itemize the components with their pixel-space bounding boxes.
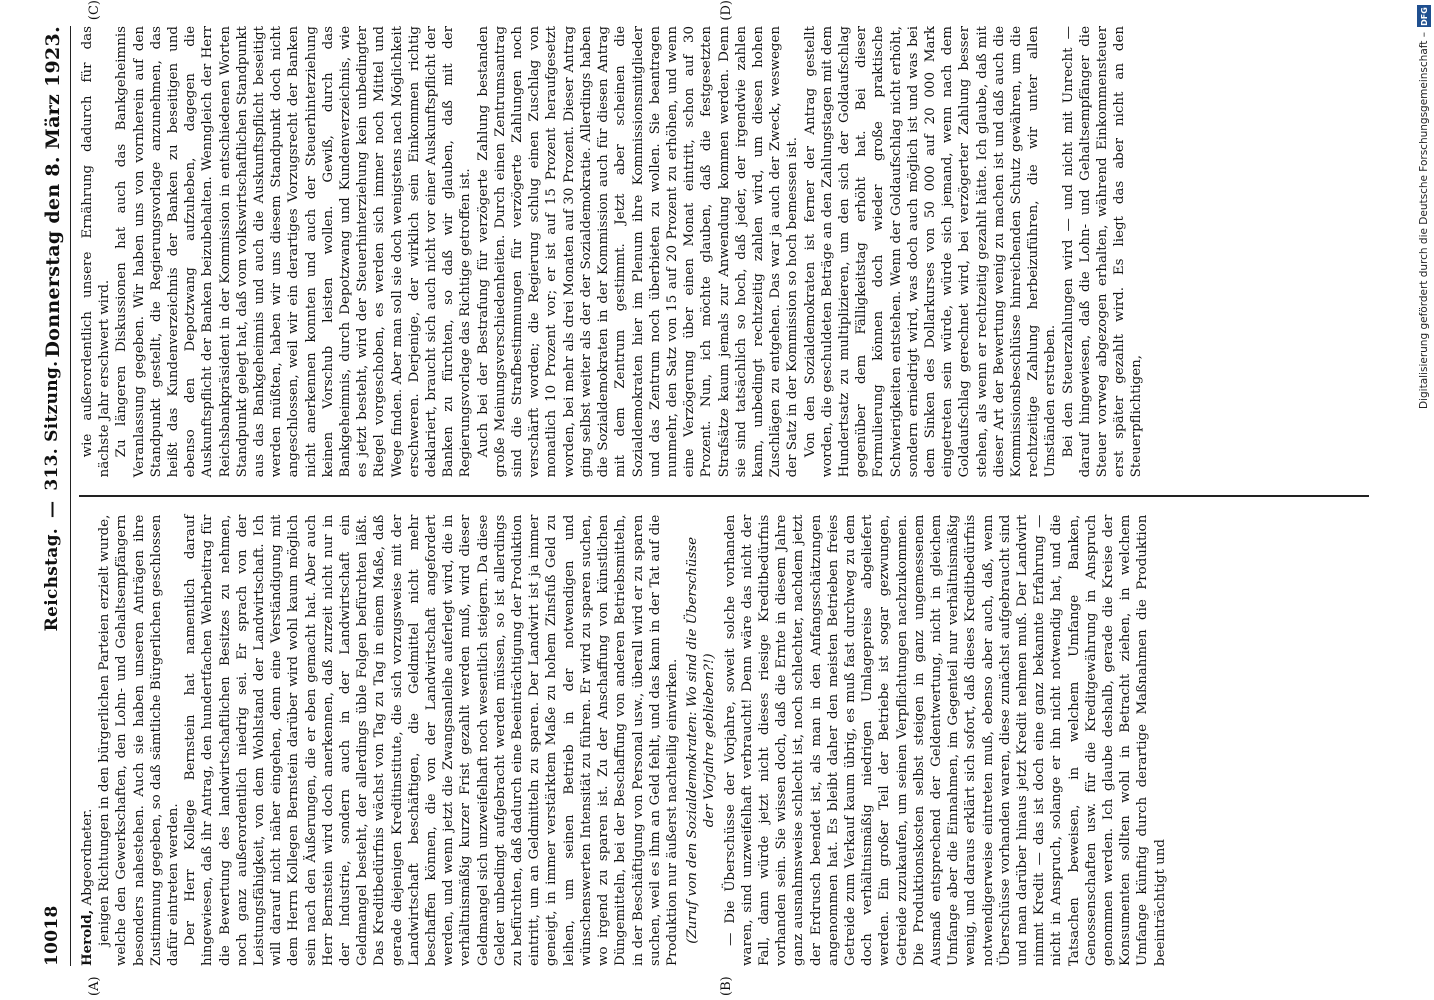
- text-columns: [79, 0, 1369, 996]
- session-date: Donnerstag den 8. März 1923.: [42, 26, 64, 358]
- paragraph: Der Herr Kollege Bernstein hat namentlich darauf hingewiesen, daß ihr Antrag, den hundertfachen Wehrbeitrag für die Bewertung des landwirtschaftlichen Besitzes zu nehmen, noch ganz außerordentlich niedrig sei. Er sprach von der Leistungsfähigkeit, von dem Wohlstand der Landwirtschaft. Ich will darauf nicht näher eingehen, denn eine Verständigung mit dem Herrn Kollegen Bernstein darüber wird wohl kaum möglich sein nach den Äußerungen, die er eben gemacht hat. Aber auch Herr Bernstein wird doch anerkennen, daß zurzeit nicht nur in der Industrie, sondern auch in der Landwirtschaft ein Geldmangel besteht, der allerdings üble Folgen befürchten läßt. Das Kreditbedürfnis wächst von Tag zu Tag in einem Maße, daß gerade diejenigen Kreditinstitute, die sich vorzugsweise mit der Landwirtschaft beschäftigen, die Geldmittel nicht mehr beschaffen können, die von der Landwirtschaft angefordert werden, und wenn jetzt die Zwangsanleihe auferlegt wird, die in verhältnismäßig kurzer Frist gezahlt werden muß, wird dieser Geldmangel sich unzweifelhaft noch wesentlich steigern. Da diese Gelder unbedingt aufgebracht werden müssen, so ist allerdings zu befürchten, daß dadurch eine Beeinträchtigung der Produktion eintritt, um an Geldmitteln zu sparen. Der Landwirt ist ja immer geneigt, in immer verstärktem Maße zu hohem Zinsfuß Geld zu leihen, um seinen Betrieb in der notwendigen und wünschenswerten Intensität zu führen. Er wird zu sparen suchen, wo irgend zu sparen ist. Zu der Anschaffung von künstlichen Düngemitteln, bei der Beschaffung von anderen Betriebsmitteln, in der Beschäftigung von Personal usw., überall wird er zu sparen suchen, weil es ihm an Geld fehlt, und das kann in der Tat auf die Produktion nur äußerst nachteilig einwirken.: [183, 514, 680, 966]
- parliament-title: Reichstag.: [42, 527, 62, 632]
- dfg-logo-icon: DFG: [1417, 5, 1431, 27]
- digitization-credit: Digitalisierung gefördert durch die Deutsche Forschungsgemeinschaft –: [1418, 32, 1430, 409]
- session-number: 313. Sitzung.: [42, 360, 62, 491]
- margin-marker-a: (A): [87, 976, 102, 996]
- margin-marker-d: (D): [719, 0, 734, 21]
- speaker-name: Herold,: [79, 909, 95, 966]
- paragraph: Von den Sozialdemokraten ist ferner der Antrag gestellt worden, die geschuldeten Beträge an den Zahlungstagen mit dem Hundertsatz zu multiplizieren, um den sich der Goldaufschlag gegenüber dem Fälligkeitstag erhöht hat. Bei dieser Formulierung können doch wieder große praktische Schwierigkeiten entstehen. Wenn der Goldaufschlag nicht erhöht, sondern erniedrigt wird, was doch auch möglich ist und was bei dem Sinken des Dollarkurses von 50 000 auf 20 000 Mark eingetreten sein würde, würde sich jemand, wenn nach dem Goldaufschlag gerechnet wird, bei verzögerter Zahlung besser stehen, als wenn er rechtzeitig gezahlt hätte. Ich glaube, daß mit dieser Art der Bewertung wenig zu machen ist und daß auch die Kommissionsbeschlüsse hinreichenden Schutz gewähren, um die rechtzeitige Zahlung herbeizuführen, die wir unter allen Umständen erstreben.: [802, 25, 1059, 478]
- interjection: (Zuruf von den Sozialdemokraten: Wo sind die Überschüsse der Vorjahre geblieben?!): [685, 536, 718, 944]
- paragraph: — Die Überschüsse der Vorjahre, soweit solche vorhanden waren, sind unzweifelhaft verbraucht! Denn wäre das nicht der Fall, dann würde jetzt nicht dieses riesige Kreditbedürfnis vorhanden sein. Sie wissen doch, daß die Ernte in diesem Jahre ganz ausnahmsweise schlecht ist, noch schlechter, nachdem jetzt der Erdrusch beendet ist, als man in den Anfangsschätzungen angenommen hat. Es bleibt daher den meisten Betrieben freies Getreide zum Verkauf kaum übrig, es muß fast durchweg zu dem doch verhältnismäßig niedrigen Umlagepreise abgeliefert werden. Ein großer Teil der Betriebe ist sogar gezwungen, Getreide zuzukaufen, um seinen Verpflichtungen nachzukommen. Die Produktionskosten selbst steigen in ganz ungemessenem Ausmaß entsprechend der Geldentwertung, nicht in gleichem Umfange aber die Einnahmen, im Gegenteil nur verhältnismäßig wenig, und daraus erklärt sich sofort, daß dieses Kreditbedürfnis notwendigerweise eintreten muß, ebenso aber auch, daß, wenn Überschüsse vorhanden waren, diese zunächst aufgebraucht sind und man darüber hinaus jetzt Kredit nehmen muß. Der Landwirt nimmt Kredit — das ist doch eine ganz bekannte Erfahrung — nicht in Anspruch, solange er ihn nicht notwendig hat, und die Tatsachen beweisen, in welchem Umfange Banken, Genossenschaften usw. für die Kreditgewährung in Anspruch genommen werden. Ich glaube deshalb, gerade die Kreise der Konsumenten sollten wohl in Betracht ziehen, in welchem Umfange künftig durch derartige Maßnahmen die Produktion beeinträchtigt und: [722, 514, 1168, 966]
- page-header: [30, 26, 71, 966]
- margin-marker-c: (C): [87, 0, 102, 21]
- paragraph: Auch bei der Bestrafung für verzögerte Zahlung bestanden große Meinungsverschiedenheiten. Durch einen Zentrumsantrag sind die Strafbestimmungen für verzögerte Zahlungen noch verschärft worden; die Regierung schlug einen Zuschlag von monatlich 10 Prozent vor; er ist auf 15 Prozent heraufgesetzt worden, bei mehr als drei Monaten auf 30 Prozent. Dieser Antrag ging selbst weiter als der der Sozialdemokratie. Allerdings haben die Sozialdemokraten in der Kommission auch für diesen Antrag mit dem Zentrum gestimmt. Jetzt aber scheinen die Sozialdemokraten hier im Plenum ihre Kommissionsmitglieder und das Zentrum noch überbieten zu wollen. Sie beantragen nunmehr, den Satz von 15 auf 20 Prozent zu erhöhen, und wenn eine Verzögerung über einen Monat eintritt, schon auf 30 Prozent. Nun, ich möchte glauben, daß die festgesetzten Strafsätze kaum jemals zur Anwendung kommen werden. Denn sie sind tatsächlich so hoch, daß jeder, der irgendwie zahlen kann, unbedingt rechtzeitig zahlen wird, um diesen hohen Zuschlägen zu entgehen. Das war ja auch der Zweck, weswegen der Satz in der Kommission so hoch bemessen ist.: [475, 25, 801, 478]
- paragraph: jenigen Richtungen in den bürgerlichen Parteien erzielt wurde, welche den Gewerkschaften, den Lohn- und Gehaltsempfängern besonders nahestehen. Auch sie haben unseren Anträgen ihre Zustimmung gegeben, so daß sämtliche Bürgerlichen geschlossen dafür eintreten werden.: [97, 514, 182, 966]
- right-column: [79, 26, 1369, 495]
- left-column: [79, 497, 1369, 966]
- paragraph: Zu längeren Diskussionen hat auch das Bankgeheimnis Veranlassung gegeben. Wir haben uns von vornherein auf den Standpunkt gestellt, die Regierungsvorlage anzunehmen, das heißt das Kundenverzeichnis der Banken zu beseitigen und ebenso den Depotzwang aufzuheben, dagegen die Auskunftspflicht der Banken beizubehalten. Wenngleich der Herr Reichsbankpräsident in der Kommission in entschiedenen Worten Standpunkt gelegt hat, daß vom volkswirtschaftlichen Standpunkt aus das Bankgeheimnis und auch die Auskunftspflicht beseitigt werden müßten, haben wir uns diesem Standpunkt doch nicht angeschlossen, weil wir ein derartiges Vorzugsrecht der Banken nicht anerkennen konnten und auch der Steuerhinterziehung keinen Vorschub leisten wollen. Gewiß, durch das Bankgeheimnis, durch Depotzwang und Kundenverzeichnis, wie es jetzt besteht, wird der Steuerhinterziehung kein unbedingter Riegel vorgeschoben, es werden sich immer noch Mittel und Wege finden. Aber man soll sie doch wenigstens nach Möglichkeit erschweren. Derjenige, der wirklich sein Einkommen richtig deklariert, braucht sich auch nicht vor einer Auskunftspflicht der Banken zu fürchten, so daß wir glauben, daß mit der Regierungsvorlage das Richtige getroffen ist.: [114, 25, 474, 478]
- speaker-line: [79, 515, 96, 966]
- header-center: Reichstag.—313. Sitzung.: [42, 360, 62, 632]
- speaker-role: Abgeordneter.: [80, 808, 95, 906]
- paragraph: wie außerordentlich unsere Ernährung dadurch für das nächste Jahr erschwert wird.: [80, 25, 113, 478]
- paragraph: Bei den Steuerzahlungen wird — und nicht mit Unrecht — darauf hingewiesen, daß die Lohn- und Gehaltsempfänger die Steuer vorweg abgezogen erhalten, während Einkommensteuer erst später gezahlt wird. Es liegt das aber nicht an den Steuerpflichtigen,: [1060, 25, 1145, 478]
- column-divider: [79, 495, 1369, 496]
- page-number: 10018: [42, 905, 62, 966]
- margin-marker-b: (B): [719, 976, 734, 996]
